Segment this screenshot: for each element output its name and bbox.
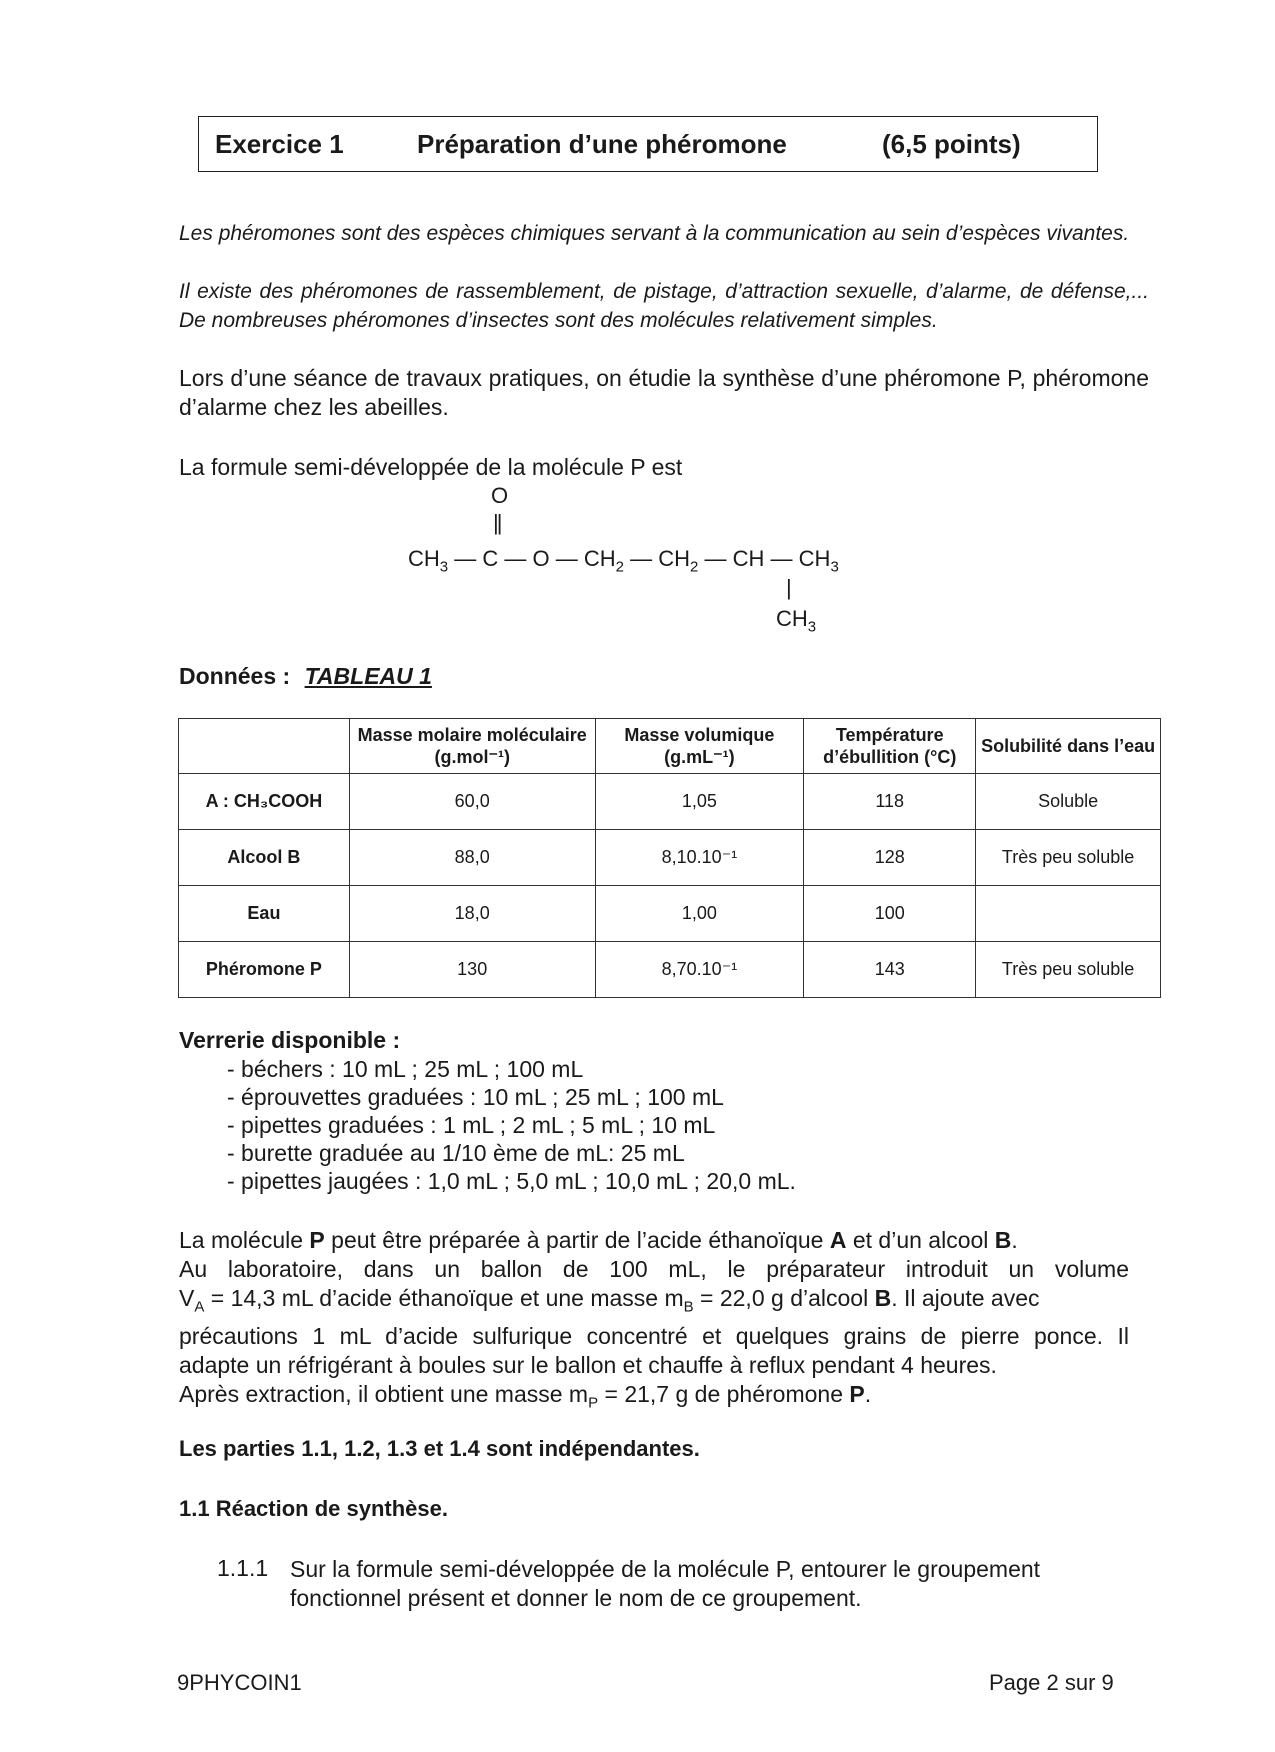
table-cell: 1,05	[595, 774, 804, 830]
row-label: Eau	[179, 886, 350, 942]
table-cell: Soluble	[976, 774, 1161, 830]
intro-paragraph-1: Les phéromones sont des espèces chimiques servant à la communication au sein d’espèces vivantes.	[179, 222, 1130, 245]
bond: —	[630, 546, 653, 571]
table-cell: 118	[804, 774, 976, 830]
protocol-line: Au laboratoire, dans un ballon de 100 mL, le préparateur introduit un volume	[179, 1256, 1129, 1282]
question-line: Sur la formule semi-développée de la molécule P, entourer le groupement	[290, 1556, 1041, 1582]
exercise-points: (6,5 points)	[882, 129, 1021, 159]
ester-oxygen: O	[532, 546, 550, 571]
header-cell: Masse volumique (g.mL⁻¹)	[595, 719, 804, 774]
bond: —	[504, 546, 527, 571]
table-name: TABLEAU 1	[304, 663, 432, 689]
header-cell: Température d’ébullition (°C)	[804, 719, 976, 774]
list-item: - pipettes graduées : 1 mL ; 2 mL ; 5 mL ; 10 mL	[227, 1112, 716, 1138]
table-cell: 60,0	[349, 774, 595, 830]
branch-bond: |	[786, 575, 792, 600]
bond: —	[454, 546, 477, 571]
ch3-group: $CH_3$	[408, 546, 449, 576]
table-row	[179, 886, 1161, 942]
table-cell: 143	[804, 942, 976, 998]
bond: —	[555, 546, 578, 571]
table-row	[179, 774, 1161, 830]
protocol-line: précautions 1 mL d’acide sulfurique concentré et quelques grains de pierre ponce. Il	[179, 1322, 1129, 1349]
list-item: - béchers : 10 mL ; 25 mL ; 100 mL	[227, 1056, 584, 1082]
main-chain	[408, 546, 839, 575]
carbonyl-oxygen: O	[491, 483, 509, 508]
list-item: - éprouvettes graduées : 10 mL ; 25 mL ; 100 mL	[227, 1084, 724, 1110]
intro-paragraph-2: Il existe des phéromones de rassemblement, de pistage, d’attraction sexuelle, d’alarme, de défense,... De nombreuses phéromones d’insectes sont des molécules relativement simples.	[179, 280, 1149, 332]
exercise-title: Préparation d’une phéromone	[417, 129, 787, 159]
branch-ch3: $CH_3$	[776, 606, 817, 636]
bond: —	[704, 546, 727, 571]
header-cell: Masse molaire moléculaire (g.mol⁻¹)	[349, 719, 595, 774]
double-bond: ||	[493, 510, 501, 535]
table-cell: 8,70.10⁻¹	[595, 942, 804, 998]
table-cell: 1,00	[595, 886, 804, 942]
data-table	[178, 718, 1161, 998]
table-cell: 88,0	[349, 830, 595, 886]
table-cell: 130	[349, 942, 595, 998]
table-header-row	[179, 719, 1161, 774]
table-cell	[976, 886, 1161, 942]
exercise-number: Exercice 1	[215, 129, 344, 159]
glassware-list	[227, 1055, 796, 1195]
question-1-1-1-number: 1.1.1	[217, 1555, 269, 1581]
row-label: Alcool B	[179, 830, 350, 886]
table-cell: Très peu soluble	[976, 830, 1161, 886]
footer-code: 9PHYCOIN1	[177, 1670, 302, 1695]
page-number: Page 2 sur 9	[989, 1670, 1114, 1695]
glassware-heading: Verrerie disponible :	[179, 1027, 401, 1053]
table-cell: 100	[804, 886, 976, 942]
table-row	[179, 830, 1161, 886]
molecule-formula	[0, 0, 1275, 640]
header-cell: Solubilité dans l’eau	[976, 719, 1161, 774]
question-line: fonctionnel présent et donner le nom de ce groupement.	[290, 1585, 862, 1611]
question-1-1-1	[290, 1555, 1150, 1613]
ch2-group: $CH_2$	[583, 546, 625, 576]
parts-note: Les parties 1.1, 1.2, 1.3 et 1.4 sont indépendantes.	[179, 1436, 700, 1461]
protocol-paragraph	[179, 1226, 1129, 1417]
bond: —	[770, 546, 793, 571]
protocol-line: La molécule P peut être préparée à partir de l’acide éthanoïque A et d’un alcool B.	[179, 1227, 1018, 1253]
protocol-line: Après extraction, il obtient une masse $m_P = 21,7$ g de phéromone P.	[179, 1380, 872, 1412]
section-1-1-title: 1.1 Réaction de synthèse.	[179, 1496, 448, 1521]
row-label: Phéromone P	[179, 942, 350, 998]
list-item: - burette graduée au 1/10 ème de mL: 25 mL	[227, 1140, 685, 1166]
row-label: A : CH₃COOH	[179, 774, 350, 830]
table-cell: 128	[804, 830, 976, 886]
ch-group: CH	[732, 546, 765, 571]
protocol-line: $V_A = 14,3$ mL d’acide éthanoïque et une masse $m_B = 22,0$ g d’alcool B. Il ajoute avec	[179, 1285, 1040, 1316]
protocol-line: adapte un réfrigérant à boules sur le ballon et chauffe à reflux pendant 4 heures.	[179, 1351, 997, 1378]
data-heading: Données : TABLEAU 1	[179, 663, 432, 689]
list-item: - pipettes jaugées : 1,0 mL ; 5,0 mL ; 10,0 mL ; 20,0 mL.	[227, 1168, 796, 1194]
ch3-group: $CH_3$	[798, 546, 839, 576]
table-cell: 8,10.10⁻¹	[595, 830, 804, 886]
table-cell: Très peu soluble	[976, 942, 1161, 998]
ch2-group: $CH_2$	[658, 546, 699, 576]
table-row	[179, 942, 1161, 998]
table-cell: 18,0	[349, 886, 595, 942]
carbon: C	[482, 546, 499, 571]
header-cell	[179, 719, 350, 774]
tp-paragraph: Lors d’une séance de travaux pratiques, on étudie la synthèse d’une phéromone P, phéromone d’alarme chez les abeilles.	[179, 365, 1149, 420]
formula-caption: La formule semi-développée de la molécule P est	[179, 454, 683, 480]
